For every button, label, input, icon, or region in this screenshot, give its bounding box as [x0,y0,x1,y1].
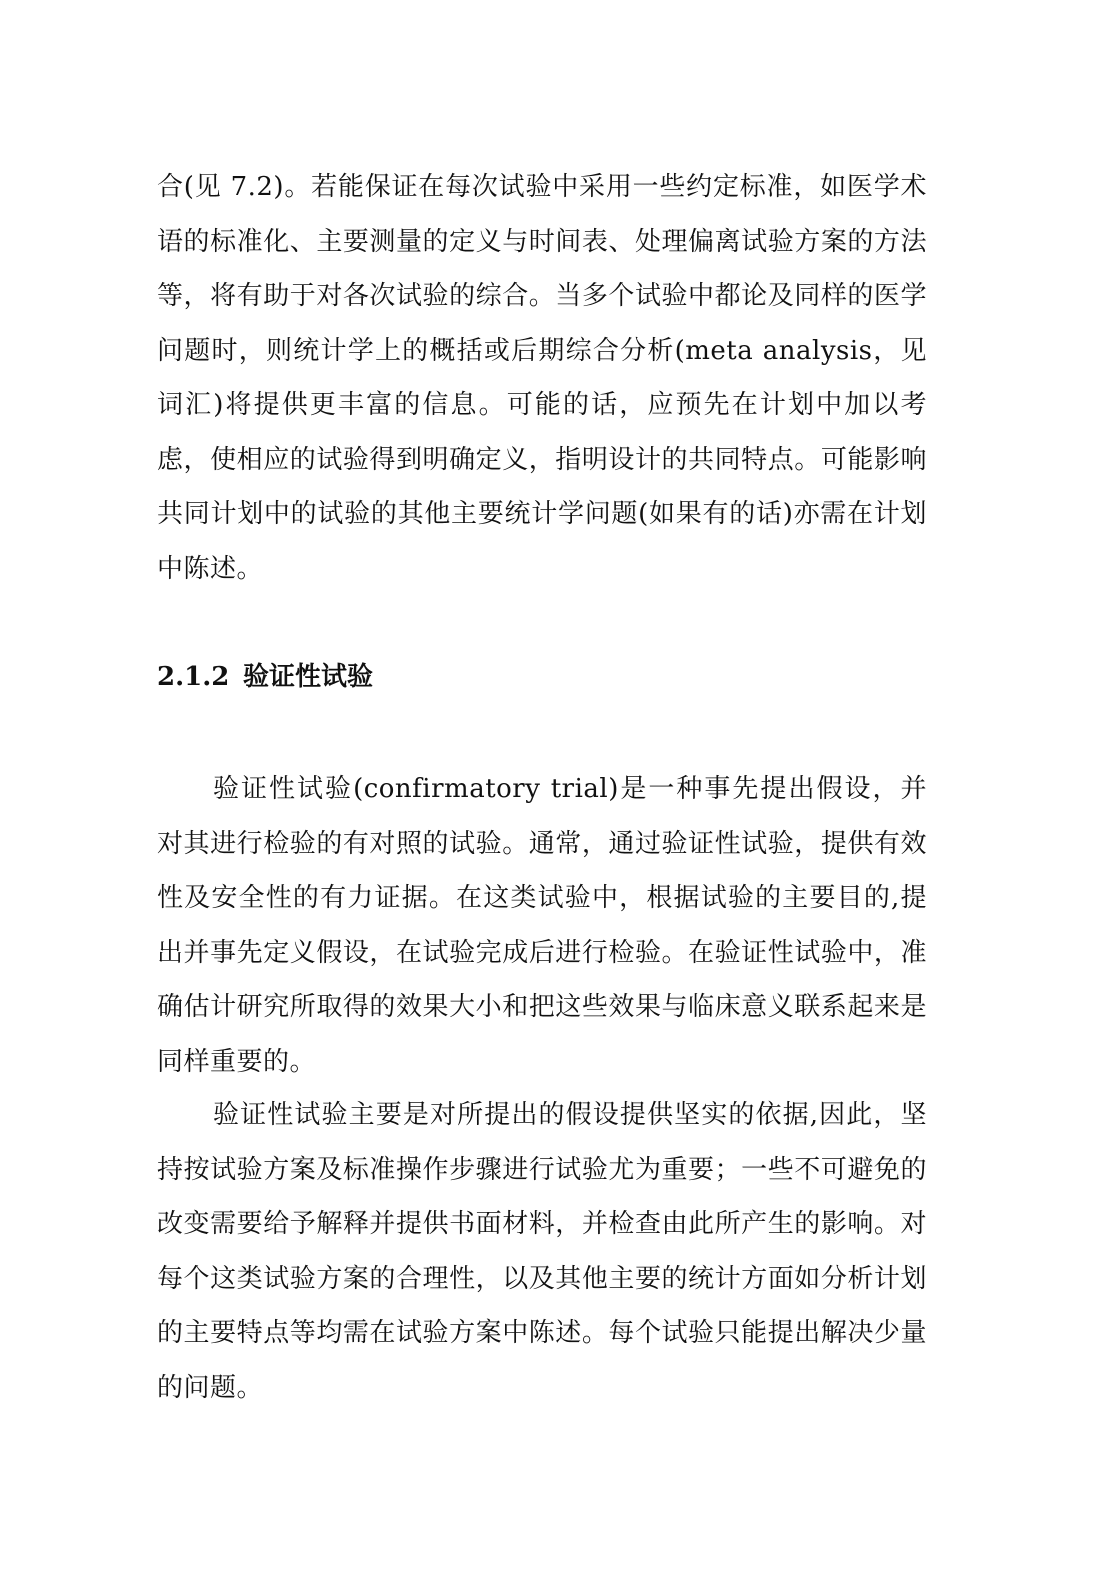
section-number: 2.1.2 [157,662,230,692]
paragraph-meta-analysis: 合(见 7.2)。若能保证在每次试验中采用一些约定标准，如医学术语的标准化、主要测量的定义与时间表、处理偏离试验方案的方法等，将有助于对各次试验的综合。当多个试验中都论及同样的医学问题时，则统计学上的概括或后期综合分析(meta analysis，见词汇)将提供更丰富的信息。可能的话，应预先在计划中加以考虑，使相应的试验得到明确定义，指明设计的共同特点。可能影响共同计划中的试验的其他主要统计学问题(如果有的话)亦需在计划中陈述。 [157,172,927,584]
section-title: 验证性试验 [243,662,374,692]
paragraph-confirmatory-definition: 验证性试验(confirmatory trial)是一种事先提出假设，并对其进行检验的有对照的试验。通常，通过验证性试验，提供有效性及安全性的有力证据。在这类试验中，根据试验的主要目的,提出并事先定义假设，在试验完成后进行检验。在验证性试验中，准确估计研究所取得的效果大小和把这些效果与临床意义联系起来是同样重要的。 [157,774,927,1077]
paragraph-confirmatory-protocol: 验证性试验主要是对所提出的假设提供坚实的依据,因此，坚持按试验方案及标准操作步骤进行试验尤为重要；一些不可避免的改变需要给予解释并提供书面材料，并检查由此所产生的影响。对每个这类试验方案的合理性，以及其他主要的统计方面如分析计划的主要特点等均需在试验方案中陈述。每个试验只能提出解决少量的问题。 [157,1100,927,1403]
section-heading [157,650,373,704]
